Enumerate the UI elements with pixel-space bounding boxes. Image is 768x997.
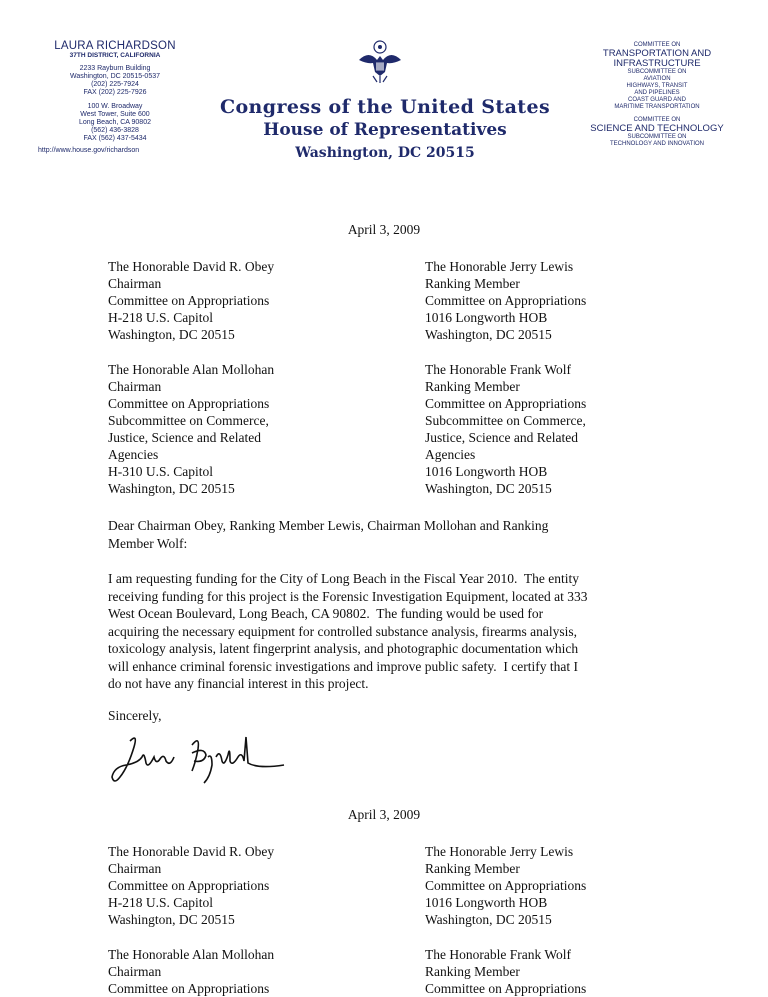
addressee-line: Ranking Member (425, 861, 520, 876)
addressee-line: Subcommittee on Commerce, (108, 413, 269, 428)
closing: Sincerely, (108, 708, 162, 723)
addressee-line: Chairman (108, 379, 162, 394)
addressee-block (108, 843, 274, 928)
body-line: will enhance criminal forensic investigations and improve public safety. I certify that I (108, 658, 578, 674)
addressee-line: Committee on Appropriations (108, 878, 270, 893)
congress-title: Congress of the United States (219, 96, 551, 118)
addressee-line: Committee on Appropriations (425, 878, 587, 893)
addressee-line: 1016 Longworth HOB (425, 464, 548, 479)
local-fax: FAX (562) 437-5434 (83, 135, 147, 142)
salutation-line: Member Wolf: (108, 535, 188, 551)
local-address-line: 100 W. Broadway (87, 103, 143, 110)
member-name: LAURA RICHARDSON (54, 40, 176, 52)
letterhead-right (572, 42, 742, 148)
addressee-line: 1016 Longworth HOB (425, 895, 548, 910)
body-line: acquiring the necessary equipment for controlled substance analysis, firearms analysis, (108, 623, 577, 639)
letterhead-left (20, 40, 210, 154)
addressee-block (425, 361, 586, 497)
dc-phone: (202) 225-7924 (91, 81, 139, 88)
salutation (108, 517, 668, 552)
dc-fax: FAX (202) 225-7926 (83, 89, 147, 96)
subcommittee-line: SUBCOMMITTEE ON (627, 69, 687, 75)
addressee-block (425, 258, 586, 343)
addressee-line: Ranking Member (425, 964, 520, 979)
website-url: http://www.house.gov/richardson (38, 147, 140, 154)
body-line: West Ocean Boulevard, Long Beach, CA 90802. The funding would be used for (108, 606, 544, 621)
addressee-line: The Honorable David R. Obey (108, 259, 275, 274)
letter-body (108, 570, 668, 693)
addressee-block (425, 843, 586, 928)
subcommittee-line: SUBCOMMITTEE ON (627, 134, 687, 140)
addressee-line: The Honorable Alan Mollohan (108, 947, 275, 962)
addressee-line: Committee on Appropriations (425, 293, 587, 308)
addressee-line: 1016 Longworth HOB (425, 310, 548, 325)
committee-heading: COMMITTEE ON (633, 42, 681, 48)
subcommittee-line: TECHNOLOGY AND INNOVATION (609, 141, 704, 147)
addressee-line: Committee on Appropriations (425, 981, 587, 996)
addressee-line: The Honorable Frank Wolf (425, 947, 572, 962)
addressee-line: The Honorable Alan Mollohan (108, 362, 275, 377)
addressee-line: Chairman (108, 861, 162, 876)
addressee-line: Washington, DC 20515 (425, 327, 552, 342)
addressee-line: H-310 U.S. Capitol (108, 464, 214, 479)
addressee-line: The Honorable Frank Wolf (425, 362, 572, 377)
subcommittee-line: AVIATION (643, 76, 671, 82)
addressee-line: The Honorable David R. Obey (108, 844, 275, 859)
letter-date: April 3, 2009 (347, 222, 421, 237)
addressee-block (425, 946, 586, 997)
house-title: House of Representatives (263, 120, 507, 140)
letterhead-title (200, 96, 570, 161)
addressee-block (108, 258, 274, 343)
body-line: toxicology analysis, latent fingerprint analysis, and photographic documentation which (108, 641, 579, 656)
addressee-line: Agencies (425, 447, 476, 462)
addressee-line: Ranking Member (425, 379, 520, 394)
addressee-block (108, 946, 274, 997)
committee-heading: COMMITTEE ON (633, 117, 681, 123)
addressee-line: Washington, DC 20515 (108, 912, 235, 927)
local-address-line: Long Beach, CA 90802 (78, 119, 151, 126)
addressee-line: Subcommittee on Commerce, (425, 413, 586, 428)
subcommittee-line: HIGHWAYS, TRANSIT (626, 83, 688, 89)
addressee-line: Agencies (108, 447, 159, 462)
eagle-seal-icon (355, 38, 405, 88)
dc-address-line: 2233 Rayburn Building (79, 65, 151, 72)
subcommittee-line: MARITIME TRANSPORTATION (614, 104, 700, 110)
body-line: do not have any financial interest in this project. (108, 676, 369, 691)
addressee-line: Chairman (108, 276, 162, 291)
dc-address-line: Washington, DC 20515-0537 (69, 73, 161, 80)
addressee-line: Washington, DC 20515 (108, 327, 235, 342)
addressee-line: Committee on Appropriations (108, 396, 270, 411)
addressee-line: H-218 U.S. Capitol (108, 895, 214, 910)
addressee-line: Committee on Appropriations (425, 396, 587, 411)
addressee-line: Chairman (108, 964, 162, 979)
subcommittee-line: COAST GUARD AND (628, 97, 686, 103)
body-line: receiving funding for this project is the Forensic Investigation Equipment, located at 333 (108, 588, 588, 604)
addressee-line: The Honorable Jerry Lewis (425, 259, 574, 274)
city-title: Washington, DC 20515 (295, 145, 475, 161)
addressee-line: Justice, Science and Related (425, 430, 578, 445)
addressee-line: Washington, DC 20515 (108, 481, 235, 496)
letter-date: April 3, 2009 (347, 807, 421, 822)
subcommittee-line: AND PIPELINES (634, 90, 680, 96)
handwritten-signature (108, 727, 298, 797)
committee-name: TRANSPORTATION AND INFRASTRUCTURE (602, 48, 712, 69)
local-phone: (562) 436-3828 (91, 127, 139, 134)
addressee-line: Committee on Appropriations (108, 293, 270, 308)
addressee-line: Justice, Science and Related (108, 430, 261, 445)
committee-name: SCIENCE AND TECHNOLOGY (590, 123, 724, 134)
local-address-line: West Tower, Suite 600 (80, 111, 150, 118)
member-district: 37TH DISTRICT, CALIFORNIA (69, 52, 161, 59)
addressee-line: Washington, DC 20515 (425, 912, 552, 927)
addressee-line: Committee on Appropriations (108, 981, 270, 996)
addressee-line: The Honorable Jerry Lewis (425, 844, 574, 859)
addressee-line: H-218 U.S. Capitol (108, 310, 214, 325)
body-line: I am requesting funding for the City of Long Beach in the Fiscal Year 2010. The entity (108, 571, 580, 586)
salutation-line: Dear Chairman Obey, Ranking Member Lewis, Chairman Mollohan and Ranking (108, 518, 549, 533)
addressee-line: Ranking Member (425, 276, 520, 291)
addressee-line: Washington, DC 20515 (425, 481, 552, 496)
addressee-block (108, 361, 274, 497)
